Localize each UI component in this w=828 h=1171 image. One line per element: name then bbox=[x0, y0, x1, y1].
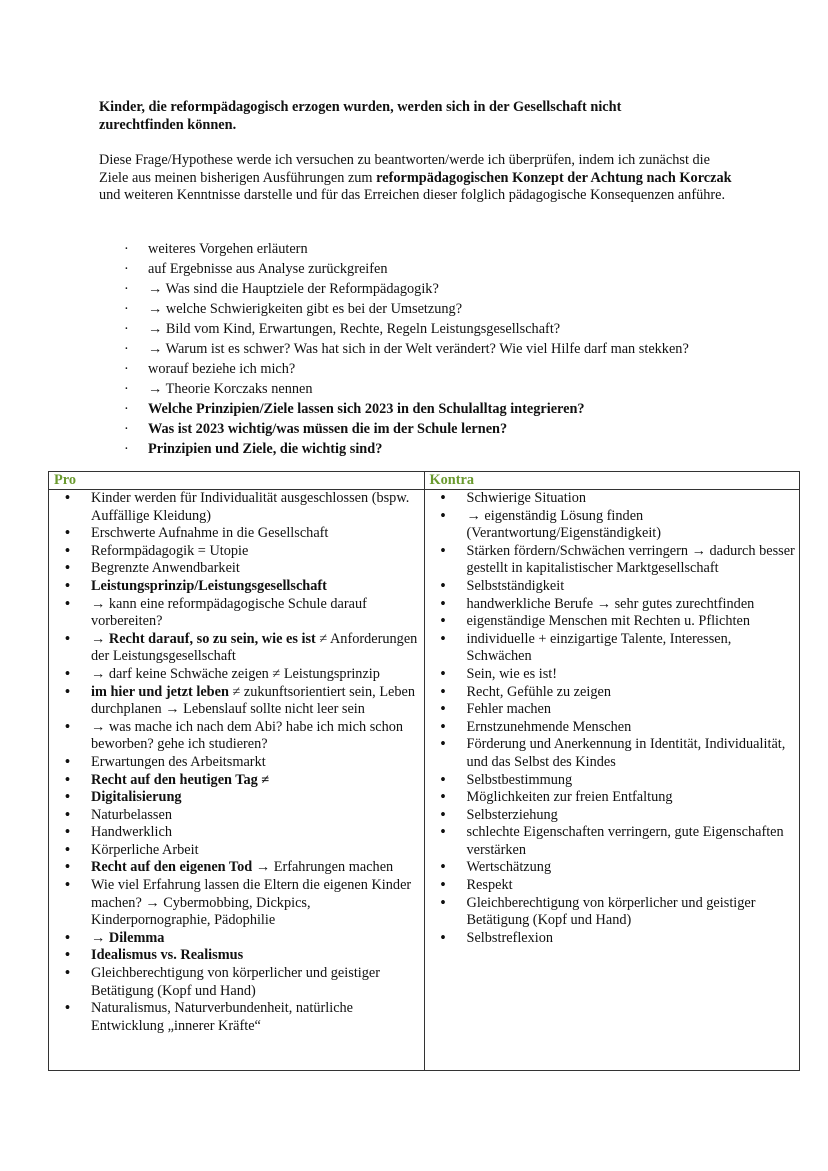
item-text: Erschwerte Aufnahme in die Gesellschaft bbox=[91, 525, 329, 542]
intro-bold: reformpädagogischen Konzept der Achtung nach Korczak bbox=[376, 169, 732, 186]
bullet-icon: • bbox=[440, 824, 446, 841]
item-text: weiteres Vorgehen erläutern bbox=[148, 241, 308, 257]
item-text: Selbsterziehung bbox=[466, 806, 558, 823]
item-text: Handwerklich bbox=[91, 824, 172, 841]
list-item bbox=[429, 631, 796, 666]
item-text: ≠ Anforderungen der Leistungsgesellschaft bbox=[91, 630, 418, 665]
bullet-icon: • bbox=[440, 665, 446, 682]
list-item bbox=[53, 684, 420, 719]
bullet-icon: • bbox=[440, 683, 446, 700]
item-text: Selbstständigkeit bbox=[466, 577, 565, 594]
list-item bbox=[53, 631, 420, 666]
list-item bbox=[53, 877, 420, 930]
item-text: auf Ergebnisse aus Analyse zurückgreifen bbox=[148, 261, 388, 277]
list-item bbox=[120, 401, 689, 421]
list-item bbox=[120, 441, 689, 461]
item-bold-text: Recht auf den eigenen Tod bbox=[91, 859, 253, 876]
bullet-icon: • bbox=[65, 577, 71, 594]
item-text: worauf beziehe ich mich? bbox=[148, 361, 296, 377]
list-item bbox=[429, 490, 796, 508]
item-text: → Erfahrungen machen bbox=[252, 859, 394, 876]
bullet-icon: • bbox=[65, 965, 71, 982]
bullet-icon: · bbox=[124, 281, 129, 297]
bullet-icon: • bbox=[65, 665, 71, 682]
list-item bbox=[53, 842, 420, 860]
bullet-icon: • bbox=[65, 1000, 71, 1017]
item-text: schlechte Eigenschaften verringern, gute Eigenschaften verstärken bbox=[466, 824, 784, 858]
list-item bbox=[429, 701, 796, 719]
list-item bbox=[429, 543, 796, 578]
list-item bbox=[53, 947, 420, 965]
item-text: Ernstzunehmende Menschen bbox=[466, 718, 632, 735]
bullet-icon: · bbox=[124, 421, 129, 437]
bullet-icon: • bbox=[440, 806, 446, 823]
bullet-icon: • bbox=[65, 630, 71, 647]
list-item bbox=[53, 490, 420, 525]
item-bold-text: → Dilemma bbox=[91, 929, 165, 946]
bullet-icon: · bbox=[124, 381, 129, 397]
bullet-icon: • bbox=[440, 542, 446, 559]
list-item bbox=[429, 666, 796, 684]
list-item bbox=[429, 930, 796, 948]
bullet-icon: • bbox=[440, 595, 446, 612]
bullet-icon: • bbox=[440, 859, 446, 876]
item-bold-text: → Recht darauf, so zu sein, wie es ist bbox=[91, 630, 316, 647]
item-text: Sein, wie es ist! bbox=[466, 665, 558, 682]
bullet-icon: • bbox=[440, 490, 446, 506]
pro-header: Pro bbox=[49, 472, 425, 490]
bullet-icon: • bbox=[440, 929, 446, 946]
item-text: ≠ zukunftsorientiert sein, Leben durchplanen → Lebenslauf sollte nicht leer sein bbox=[91, 683, 416, 718]
bullet-icon: • bbox=[65, 525, 71, 542]
list-item bbox=[53, 824, 420, 842]
list-item bbox=[53, 525, 420, 543]
list-item bbox=[53, 965, 420, 1000]
item-text: Wie viel Erfahrung lassen die Eltern die eigenen Kinder machen? → Cybermobbing, Dickpics, Kinderpornographie, Pädophilie bbox=[91, 877, 412, 929]
plan-list bbox=[120, 241, 689, 461]
intro-paragraph bbox=[99, 152, 739, 205]
bullet-icon: • bbox=[65, 824, 71, 841]
list-item bbox=[429, 684, 796, 702]
item-text: Respekt bbox=[466, 877, 513, 894]
item-text: handwerkliche Berufe → sehr gutes zurechtfinden bbox=[466, 595, 755, 612]
bullet-icon: · bbox=[124, 321, 129, 337]
list-item bbox=[120, 321, 689, 341]
list-item bbox=[120, 381, 689, 401]
list-item bbox=[120, 281, 689, 301]
bullet-icon: • bbox=[440, 894, 446, 911]
item-bold-text: im hier und jetzt leben bbox=[91, 683, 229, 700]
list-item bbox=[53, 789, 420, 807]
list-item bbox=[429, 895, 796, 930]
list-item bbox=[429, 719, 796, 737]
item-bold-text: Prinzipien und Ziele, die wichtig sind? bbox=[148, 441, 383, 457]
bullet-icon: • bbox=[65, 859, 71, 876]
bullet-icon: · bbox=[124, 341, 129, 357]
bullet-icon: • bbox=[65, 560, 71, 577]
item-text: Reformpädagogik = Utopie bbox=[91, 542, 249, 559]
item-text: Begrenzte Anwendbarkeit bbox=[91, 560, 240, 577]
list-item bbox=[120, 421, 689, 441]
list-item bbox=[429, 613, 796, 631]
bullet-icon: • bbox=[440, 507, 446, 524]
list-item bbox=[120, 341, 689, 361]
list-item bbox=[429, 508, 796, 543]
bullet-icon: • bbox=[440, 771, 446, 788]
bullet-icon: · bbox=[124, 261, 129, 277]
pro-cell bbox=[49, 490, 425, 1071]
bullet-icon: • bbox=[65, 542, 71, 559]
bullet-icon: • bbox=[65, 753, 71, 770]
item-text: Gleichberechtigung von körperlicher und geistiger Betätigung (Kopf und Hand) bbox=[91, 965, 381, 999]
item-text: Erwartungen des Arbeitsmarkt bbox=[91, 753, 266, 770]
item-text: Wertschätzung bbox=[466, 859, 552, 876]
item-text: Naturalismus, Naturverbundenheit, natürliche Entwicklung „innerer Kräfte“ bbox=[91, 1000, 354, 1034]
item-text: Körperliche Arbeit bbox=[91, 841, 199, 858]
bullet-icon: · bbox=[124, 361, 129, 377]
bullet-icon: • bbox=[440, 630, 446, 647]
bullet-icon: • bbox=[440, 701, 446, 718]
bullet-icon: • bbox=[440, 718, 446, 735]
item-bold-text: Leistungsprinzip/Leistungsgesellschaft bbox=[91, 577, 327, 594]
list-item bbox=[120, 301, 689, 321]
item-bold-text: Digitalisierung bbox=[91, 789, 182, 806]
list-item bbox=[53, 543, 420, 561]
item-text: Selbstbestimmung bbox=[466, 771, 573, 788]
list-item bbox=[53, 859, 420, 877]
list-item bbox=[53, 719, 420, 754]
list-item bbox=[429, 877, 796, 895]
item-text: → Warum ist es schwer? Was hat sich in der Welt verändert? Wie viel Hilfe darf man stekken? bbox=[148, 341, 689, 357]
list-item bbox=[429, 596, 796, 614]
item-text: → darf keine Schwäche zeigen ≠ Leistungsprinzip bbox=[91, 665, 380, 682]
bullet-icon: • bbox=[440, 736, 446, 753]
item-bold-text: Recht auf den heutigen Tag ≠ bbox=[91, 771, 270, 788]
list-item bbox=[429, 772, 796, 790]
bullet-icon: • bbox=[65, 929, 71, 946]
item-text: Schwierige Situation bbox=[466, 490, 587, 506]
item-text: → Theorie Korczaks nennen bbox=[148, 381, 313, 397]
list-item bbox=[120, 241, 689, 261]
bullet-icon: • bbox=[440, 577, 446, 594]
bullet-icon: • bbox=[65, 683, 71, 700]
item-bold-text: Idealismus vs. Realismus bbox=[91, 947, 244, 964]
list-item bbox=[53, 754, 420, 772]
list-item bbox=[53, 560, 420, 578]
list-item bbox=[53, 596, 420, 631]
list-item bbox=[120, 261, 689, 281]
bullet-icon: • bbox=[65, 595, 71, 612]
intro-text-end: und weiteren Kenntnisse darstelle und für das Erreichen dieser folglich pädagogische Konsequenzen anführe. bbox=[99, 187, 726, 204]
item-text: eigenständige Menschen mit Rechten u. Pflichten bbox=[466, 613, 750, 630]
intro-text: Diese Frage/Hypothese werde ich versuchen zu beantworten/werde ich überprüfen, indem ich zunächst die Ziele aus meinen bisherigen Ausführungen zum bbox=[99, 152, 710, 186]
bullet-icon: • bbox=[440, 613, 446, 630]
bullet-icon: • bbox=[65, 789, 71, 806]
item-bold-text: Was ist 2023 wichtig/was müssen die im der Schule lernen? bbox=[148, 421, 508, 437]
kontra-cell bbox=[424, 490, 800, 1071]
bullet-icon: • bbox=[65, 806, 71, 823]
item-text: Fehler machen bbox=[466, 701, 552, 718]
bullet-icon: • bbox=[440, 877, 446, 894]
kontra-list bbox=[429, 490, 796, 947]
item-text: Gleichberechtigung von körperlicher und geistiger Betätigung (Kopf und Hand) bbox=[466, 894, 756, 929]
item-text: Selbstreflexion bbox=[466, 929, 554, 946]
bullet-icon: · bbox=[124, 441, 129, 457]
list-item bbox=[429, 789, 796, 807]
item-text: Naturbelassen bbox=[91, 806, 172, 823]
item-text: → kann eine reformpädagogische Schule darauf vorbereiten? bbox=[91, 595, 367, 630]
list-item bbox=[429, 859, 796, 877]
list-item bbox=[429, 807, 796, 825]
list-item bbox=[120, 361, 689, 381]
bullet-icon: • bbox=[65, 841, 71, 858]
pro-contra-table bbox=[48, 471, 800, 1071]
list-item bbox=[429, 824, 796, 859]
list-item bbox=[53, 807, 420, 825]
item-text: → was mache ich nach dem Abi? habe ich mich schon beworben? gehe ich studieren? bbox=[91, 718, 404, 753]
item-text: Förderung und Anerkennung in Identität, Individualität, und das Selbst des Kindes bbox=[466, 736, 786, 770]
bullet-icon: • bbox=[65, 771, 71, 788]
list-item bbox=[429, 736, 796, 771]
bullet-icon: · bbox=[124, 401, 129, 417]
pro-list bbox=[53, 490, 420, 1035]
item-bold-text: Welche Prinzipien/Ziele lassen sich 2023 in den Schulalltag integrieren? bbox=[148, 401, 585, 417]
kontra-header: Kontra bbox=[424, 472, 800, 490]
item-text: Möglichkeiten zur freien Entfaltung bbox=[466, 789, 673, 806]
item-text: Stärken fördern/Schwächen verringern → dadurch besser gestellt in kapitalistischer Marktgesellschaft bbox=[466, 542, 795, 577]
item-text: Recht, Gefühle zu zeigen bbox=[466, 683, 611, 700]
item-text: → eigenständig Lösung finden (Verantwortung/Eigenständigkeit) bbox=[466, 507, 662, 542]
bullet-icon: • bbox=[65, 718, 71, 735]
bullet-icon: • bbox=[65, 947, 71, 964]
bullet-icon: • bbox=[65, 490, 71, 506]
item-text: individuelle + einzigartige Talente, Interessen, Schwächen bbox=[466, 630, 732, 665]
hypothesis-title: Kinder, die reformpädagogisch erzogen wurden, werden sich in der Gesellschaft nicht zurechtfinden können. bbox=[99, 99, 622, 133]
bullet-icon: • bbox=[440, 789, 446, 806]
list-item bbox=[53, 772, 420, 790]
list-item bbox=[53, 578, 420, 596]
item-text: → Bild vom Kind, Erwartungen, Rechte, Regeln Leistungsgesellschaft? bbox=[148, 321, 561, 337]
list-item bbox=[53, 1000, 420, 1035]
bullet-icon: · bbox=[124, 301, 129, 317]
list-item bbox=[53, 930, 420, 948]
bullet-icon: • bbox=[65, 877, 71, 894]
list-item bbox=[429, 578, 796, 596]
item-text: Kinder werden für Individualität ausgeschlossen (bspw. Auffällige Kleidung) bbox=[91, 490, 410, 524]
item-text: → welche Schwierigkeiten gibt es bei der Umsetzung? bbox=[148, 301, 463, 317]
list-item bbox=[53, 666, 420, 684]
bullet-icon: · bbox=[124, 241, 129, 257]
item-text: → Was sind die Hauptziele der Reformpädagogik? bbox=[148, 281, 439, 297]
